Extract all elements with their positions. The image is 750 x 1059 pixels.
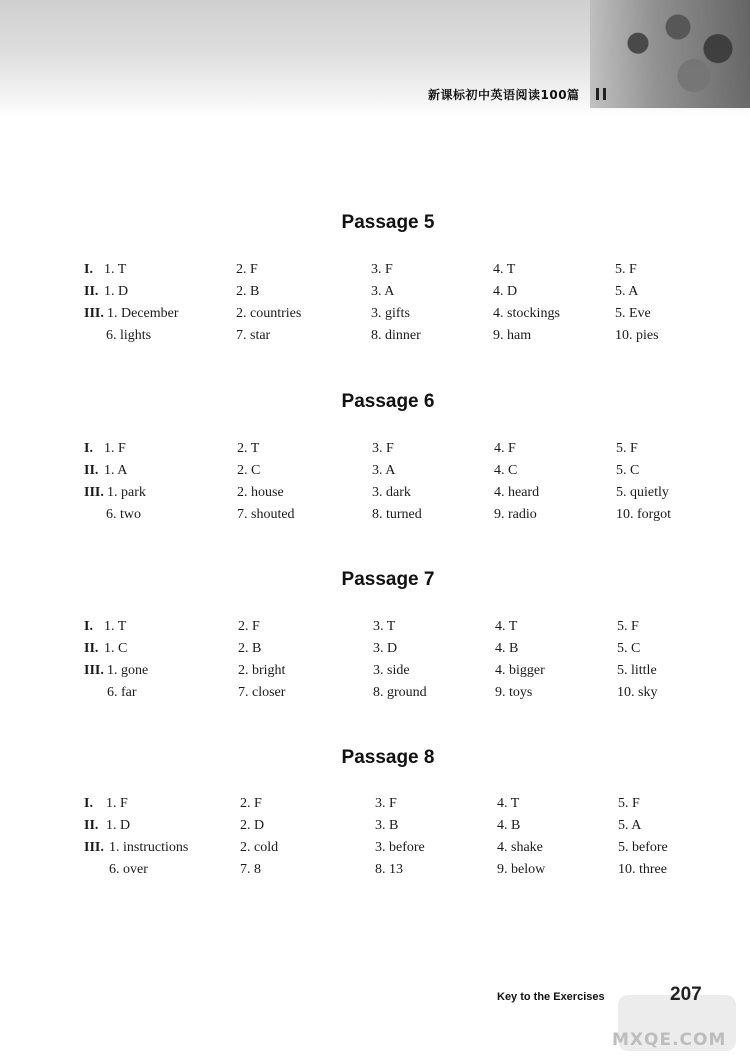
answer-cell: 4. B xyxy=(495,641,519,656)
answer-cell: 2. countries xyxy=(236,306,302,321)
answer-cell: 1. D xyxy=(104,284,129,299)
answer-cell: 1. gone xyxy=(107,663,149,678)
answer-cell: 6. far xyxy=(107,685,137,700)
answer-cell: 3. F xyxy=(375,796,397,811)
footer-key-label: Key to the Exercises xyxy=(497,991,605,1003)
section-numeral: I. xyxy=(84,619,93,634)
section-numeral: II. xyxy=(84,463,99,478)
answer-cell: 5. before xyxy=(618,840,668,855)
answer-cell: 4. D xyxy=(493,284,518,299)
answer-cell: 4. shake xyxy=(497,840,543,855)
answer-cell: 10. pies xyxy=(615,328,659,343)
answer-cell: 5. F xyxy=(615,262,637,277)
answer-cell: 3. T xyxy=(373,619,396,634)
answer-cell: 1. D xyxy=(106,818,131,833)
answer-cell: 5. C xyxy=(617,641,641,656)
section-numeral: III. xyxy=(84,306,104,321)
answer-cell: 3. gifts xyxy=(371,306,410,321)
answer-cell: 4. F xyxy=(494,441,516,456)
section-numeral: III. xyxy=(84,663,104,678)
answer-cell: 4. T xyxy=(495,619,518,634)
header-photo xyxy=(590,0,750,108)
title-mark-icon xyxy=(596,88,606,100)
answer-cell: 2. T xyxy=(237,441,260,456)
answer-cell: 1. T xyxy=(104,619,127,634)
answer-cell: 2. F xyxy=(240,796,262,811)
answer-cell: 1. F xyxy=(104,441,126,456)
answer-cell: 1. December xyxy=(107,306,179,321)
answer-cell: 7. closer xyxy=(238,685,286,700)
answer-cell: 4. bigger xyxy=(495,663,545,678)
answer-cell: 1. A xyxy=(104,463,128,478)
answer-cell: 3. A xyxy=(372,463,396,478)
answer-cell: 2. F xyxy=(236,262,258,277)
passage-title: Passage 7 xyxy=(341,569,435,590)
page-number: 207 xyxy=(670,984,702,1005)
answer-cell: 1. F xyxy=(106,796,128,811)
answer-cell: 7. 8 xyxy=(240,862,261,877)
answer-cell: 5. A xyxy=(618,818,642,833)
answer-cell: 5. C xyxy=(616,463,640,478)
answer-cell: 2. house xyxy=(237,485,284,500)
answer-cell: 4. T xyxy=(497,796,520,811)
watermark-site: MXQE.COM xyxy=(612,1030,727,1050)
answer-cell: 5. Eve xyxy=(615,306,651,321)
section-numeral: III. xyxy=(84,485,104,500)
answer-cell: 2. bright xyxy=(238,663,286,678)
answer-cell: 5. quietly xyxy=(616,485,669,500)
answer-cell: 2. cold xyxy=(240,840,279,855)
section-numeral: II. xyxy=(84,641,99,656)
answer-cell: 10. three xyxy=(618,862,667,877)
section-numeral: I. xyxy=(84,441,93,456)
answer-cell: 2. B xyxy=(236,284,260,299)
passage-title: Passage 6 xyxy=(341,391,435,412)
answer-cell: 4. T xyxy=(493,262,516,277)
answer-cell: 9. below xyxy=(497,862,546,877)
answer-cell: 3. D xyxy=(373,641,398,656)
answer-cell: 8. 13 xyxy=(375,862,403,877)
answer-cell: 2. B xyxy=(238,641,262,656)
answer-cell: 10. forgot xyxy=(616,507,671,522)
answer-cell: 3. A xyxy=(371,284,395,299)
passage-title: Passage 8 xyxy=(341,747,435,768)
answer-cell: 7. shouted xyxy=(237,507,295,522)
answer-cell: 4. C xyxy=(494,463,518,478)
answer-cell: 5. F xyxy=(617,619,639,634)
answer-cell: 9. ham xyxy=(493,328,532,343)
answer-cell: 1. park xyxy=(107,485,146,500)
answer-cell: 5. A xyxy=(615,284,639,299)
section-numeral: I. xyxy=(84,262,93,277)
section-numeral: II. xyxy=(84,284,99,299)
answer-cell: 1. T xyxy=(104,262,127,277)
answer-cell: 7. star xyxy=(236,328,271,343)
answer-cell: 8. turned xyxy=(372,507,422,522)
answer-cell: 3. F xyxy=(372,441,394,456)
answer-cell: 5. F xyxy=(618,796,640,811)
answer-cell: 4. heard xyxy=(494,485,540,500)
answer-cell: 6. two xyxy=(106,507,141,522)
answer-cell: 4. stockings xyxy=(493,306,560,321)
answer-cell: 3. F xyxy=(371,262,393,277)
section-numeral: II. xyxy=(84,818,99,833)
answer-cell: 5. little xyxy=(617,663,657,678)
answer-cell: 4. B xyxy=(497,818,521,833)
passage-title: Passage 5 xyxy=(341,212,435,233)
answer-cell: 10. sky xyxy=(617,685,658,700)
answer-cell: 1. C xyxy=(104,641,128,656)
answer-cell: 6. over xyxy=(109,862,148,877)
answer-cell: 2. D xyxy=(240,818,265,833)
answer-cell: 5. F xyxy=(616,441,638,456)
answer-cell: 3. side xyxy=(373,663,410,678)
answer-cell: 8. ground xyxy=(373,685,427,700)
answer-cell: 3. before xyxy=(375,840,425,855)
answer-cell: 2. F xyxy=(238,619,260,634)
answer-cell: 1. instructions xyxy=(109,840,189,855)
answer-cell: 3. B xyxy=(375,818,399,833)
answer-cell: 3. dark xyxy=(372,485,411,500)
answer-cell: 6. lights xyxy=(106,328,152,343)
answer-cell: 2. C xyxy=(237,463,261,478)
answer-cell: 9. toys xyxy=(495,685,533,700)
section-numeral: III. xyxy=(84,840,104,855)
section-numeral: I. xyxy=(84,796,93,811)
answer-cell: 8. dinner xyxy=(371,328,421,343)
answer-cell: 9. radio xyxy=(494,507,537,522)
book-title: 新课标初中英语阅读100篇 xyxy=(428,88,580,102)
